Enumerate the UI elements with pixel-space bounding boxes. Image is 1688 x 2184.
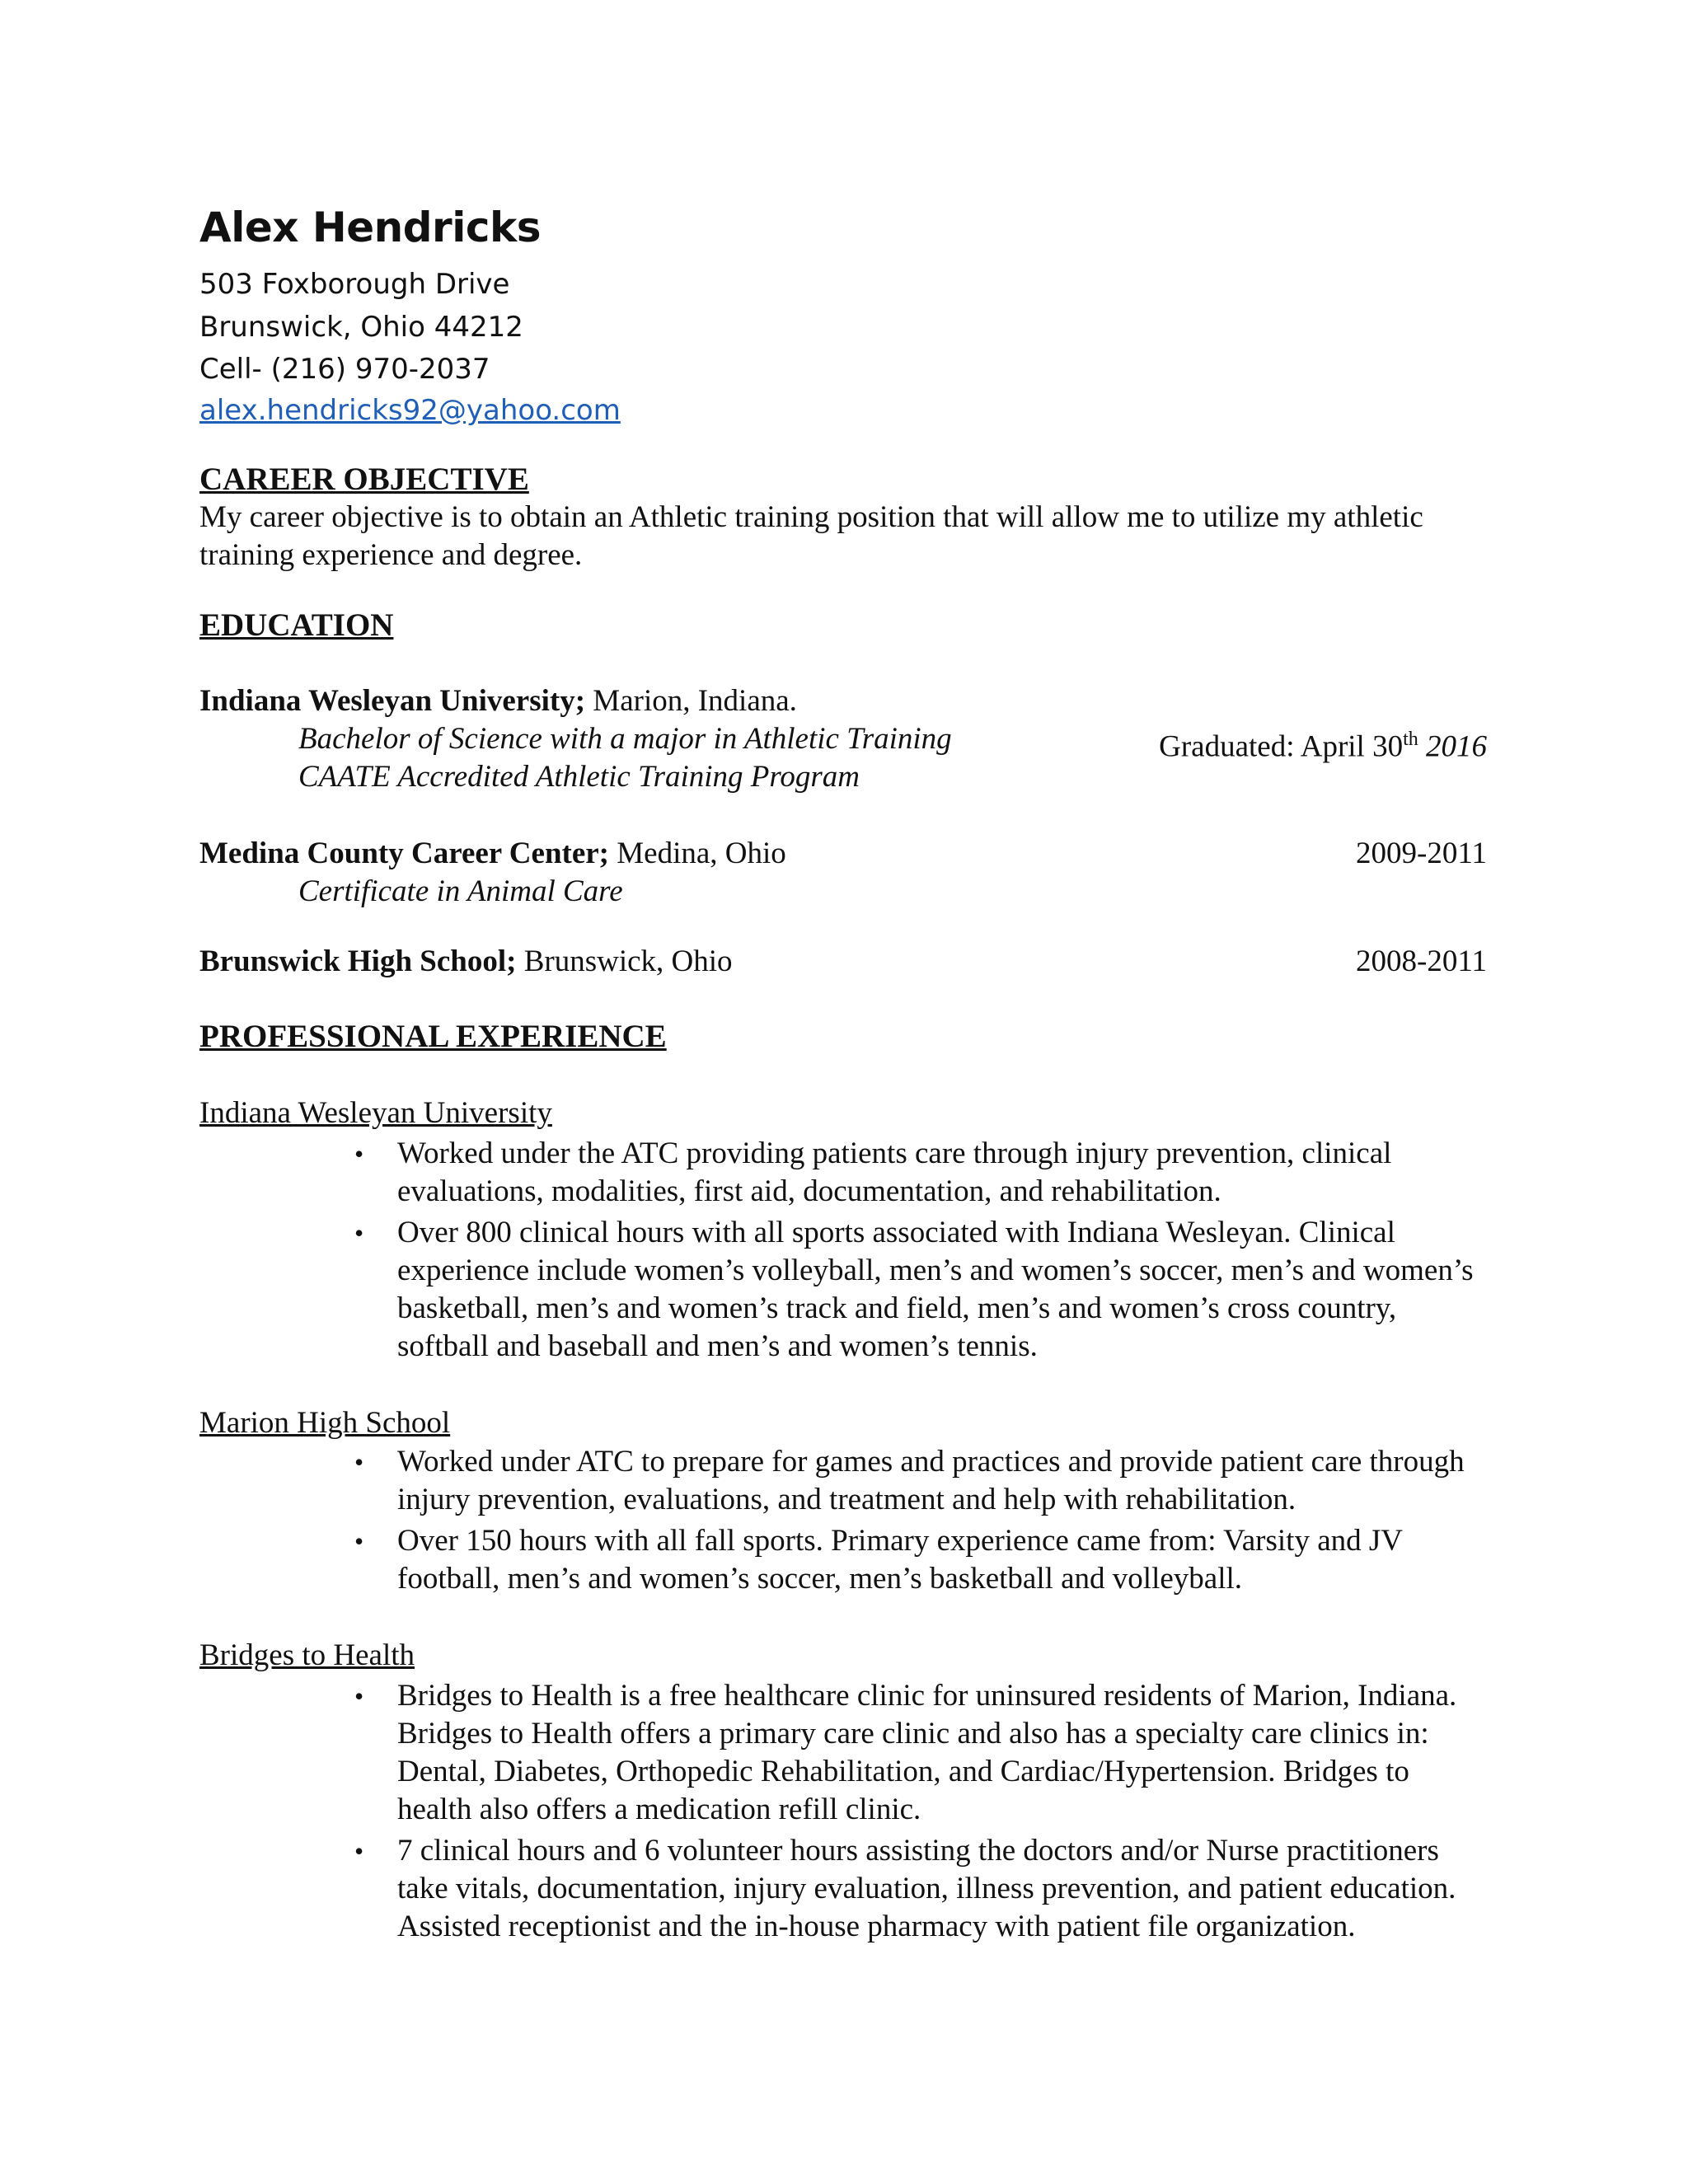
job-bullets xyxy=(354,1677,1482,1949)
list-item: • Bridges to Health is a free healthcare clinic for uninsured residents of Marion, Indiana. Bridges to Health offers a primary care clinic and also has a specialty care clinics in: Dental, Diabetes, Orthopedic Rehabilitation, and Cardiac/Hypertension. Bridges to health also offers a medication refill clinic. xyxy=(354,1679,1457,1826)
career-objective-heading: CAREER OBJECTIVE xyxy=(199,462,529,497)
bullet-icon: • xyxy=(354,1218,364,1248)
attendance-dates: 2008-2011 xyxy=(1356,944,1487,978)
employer-name: Indiana Wesleyan University xyxy=(199,1096,552,1130)
education-heading: EDUCATION xyxy=(199,607,394,643)
degree-line: Bachelor of Science with a major in Athletic Training xyxy=(298,722,952,756)
list-item: • Worked under ATC to prepare for games and practices and provide patient care through injury prevention, evaluations, and treatment and help with rehabilitation. xyxy=(354,1445,1465,1516)
email-link[interactable]: alex.hendricks92@yahoo.com xyxy=(199,394,621,427)
bullet-icon: • xyxy=(354,1139,364,1169)
education-entry-medina xyxy=(199,835,1487,873)
education-entry-brunswick xyxy=(199,943,1487,981)
bullet-icon: • xyxy=(354,1681,364,1711)
job-bullets xyxy=(354,1135,1482,1369)
employer-name: Marion High School xyxy=(199,1406,451,1440)
school-name: Indiana Wesleyan University; xyxy=(199,684,586,718)
school-location: Marion, Indiana. xyxy=(585,684,797,718)
applicant-name: Alex Hendricks xyxy=(199,204,541,251)
graduation-date: Graduated: April 30th 2016 xyxy=(1159,729,1487,764)
list-item: • Over 150 hours with all fall sports. Primary experience came from: Varsity and JV football, men’s and women’s soccer, men’s basketball and volleyball. xyxy=(354,1524,1403,1596)
experience-heading: PROFESSIONAL EXPERIENCE xyxy=(199,1019,667,1054)
school-name: Brunswick High School; xyxy=(199,944,517,978)
attendance-dates: 2009-2011 xyxy=(1356,837,1487,870)
job-bullets xyxy=(354,1443,1482,1601)
school-location: Brunswick, Ohio xyxy=(516,944,733,978)
bullet-icon: • xyxy=(354,1447,364,1477)
address-line-1: 503 Foxborough Drive xyxy=(199,268,510,301)
phone-number: Cell- (216) 970-2037 xyxy=(199,353,490,386)
accreditation-line: CAATE Accredited Athletic Training Program xyxy=(298,760,860,794)
list-item: • Worked under the ATC providing patients care through injury prevention, clinical evaluations, modalities, first aid, documentation, and rehabilitation. xyxy=(354,1137,1392,1208)
education-entry-iwu xyxy=(199,682,1487,720)
list-item: • 7 clinical hours and 6 volunteer hours assisting the doctors and/or Nurse practitioners take vitals, documentation, injury evaluation, illness prevention, and patient education. Assisted receptionist and the in-house pharmacy with patient file organization. xyxy=(354,1834,1456,1943)
school-name: Medina County Career Center; xyxy=(199,837,610,870)
career-objective-text: My career objective is to obtain an Athletic training position that will allow me to utilize my athletic training experience and degree. xyxy=(199,500,1423,572)
bullet-icon: • xyxy=(354,1526,364,1556)
employer-name: Bridges to Health xyxy=(199,1638,415,1672)
list-item: • Over 800 clinical hours with all sports associated with Indiana Wesleyan. Clinical experience include women’s volleyball, men’s and women’s soccer, men’s and women’s basketball, men’s and women’s track and field, men’s and women’s cross country, softball and baseball and men’s and women’s tennis. xyxy=(354,1216,1474,1363)
bullet-icon: • xyxy=(354,1836,364,1866)
school-location: Medina, Ohio xyxy=(609,837,786,870)
address-line-2: Brunswick, Ohio 44212 xyxy=(199,311,523,344)
certificate-line: Certificate in Animal Care xyxy=(298,874,623,908)
